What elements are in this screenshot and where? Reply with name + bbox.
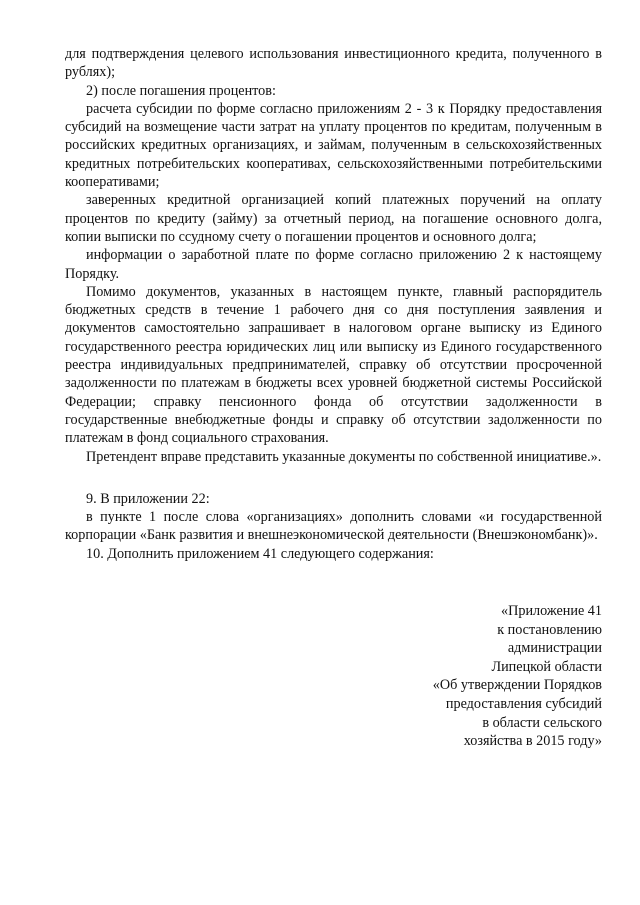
appendix-line: «Об утверждении Порядков — [432, 677, 602, 694]
document-body — [65, 45, 602, 563]
paragraph-item-9: 9. В приложении 22: — [86, 490, 210, 507]
paragraph-subsidy-calculation: расчета субсидии по форме согласно приложениям 2 - 3 к Порядку предоставления субсидий на возмещение части затрат на уплату процентов по кредитам, полученным в российских кредитных организациях, и займам, полученным в сельскохозяйственных кредитных потребительских кооперативах, сельскохозяйственными потребительскими кооперативами; — [65, 100, 602, 191]
paragraph-investment-credit-continuation: для подтверждения целевого использования инвестиционного кредита, полученного в рублях); — [65, 46, 602, 81]
paragraph-additional-documents: Помимо документов, указанных в настоящем пункте, главный распорядитель бюджетных средств в течение 1 рабочего дня со дня поступления заявления и документов самостоятельно запрашивает в налоговом органе выписку из Единого государственного реестра юридических лиц или выписку из Единого государственного реестра индивидуальных предпринимателей, справку об отсутствии просроченной задолженности по платежам в бюджеты всех уровней бюджетной системы Российской Федерации; справку пенсионного фонда об отсутствии задолженности в государственные внебюджетные фонды и справку об отсутствии задолженности по платежам в фонд социального страхования. — [65, 283, 602, 447]
paragraph-applicant-initiative: Претендент вправе представить указанные документы по собственной инициативе.». — [86, 448, 602, 465]
appendix-header — [362, 602, 602, 751]
appendix-line: в области сельского — [482, 714, 602, 731]
paragraph-salary-information: информации о заработной плате по форме согласно приложению 2 к настоящему Порядку. — [65, 247, 602, 282]
paragraph-item-10: 10. Дополнить приложением 41 следующего содержания: — [86, 545, 434, 562]
appendix-line: предоставления субсидий — [445, 695, 602, 712]
appendix-line: «Приложение 41 — [501, 603, 602, 619]
appendix-line: Липецкой области — [491, 658, 602, 675]
appendix-line: к постановлению — [497, 621, 602, 638]
paragraph-payment-orders: заверенных кредитной организацией копий платежных поручений на оплату процентов по кредиту (займу) за отчетный период, на погашение основного долга, копии выписки по ссудному счету о погашении процентов и основного долга; — [65, 192, 602, 245]
appendix-line: администрации — [507, 640, 602, 657]
appendix-line: хозяйства в 2015 году» — [463, 733, 602, 750]
paragraph-item-9-text: в пункте 1 после слова «организациях» дополнить словами «и государственной корпорации «Банк развития и внешнеэкономической деятельности (Внешэкономбанк)». — [65, 509, 602, 544]
paragraph-after-interest-payment: 2) после погашения процентов: — [86, 82, 276, 99]
paragraph-spacer — [65, 466, 602, 490]
